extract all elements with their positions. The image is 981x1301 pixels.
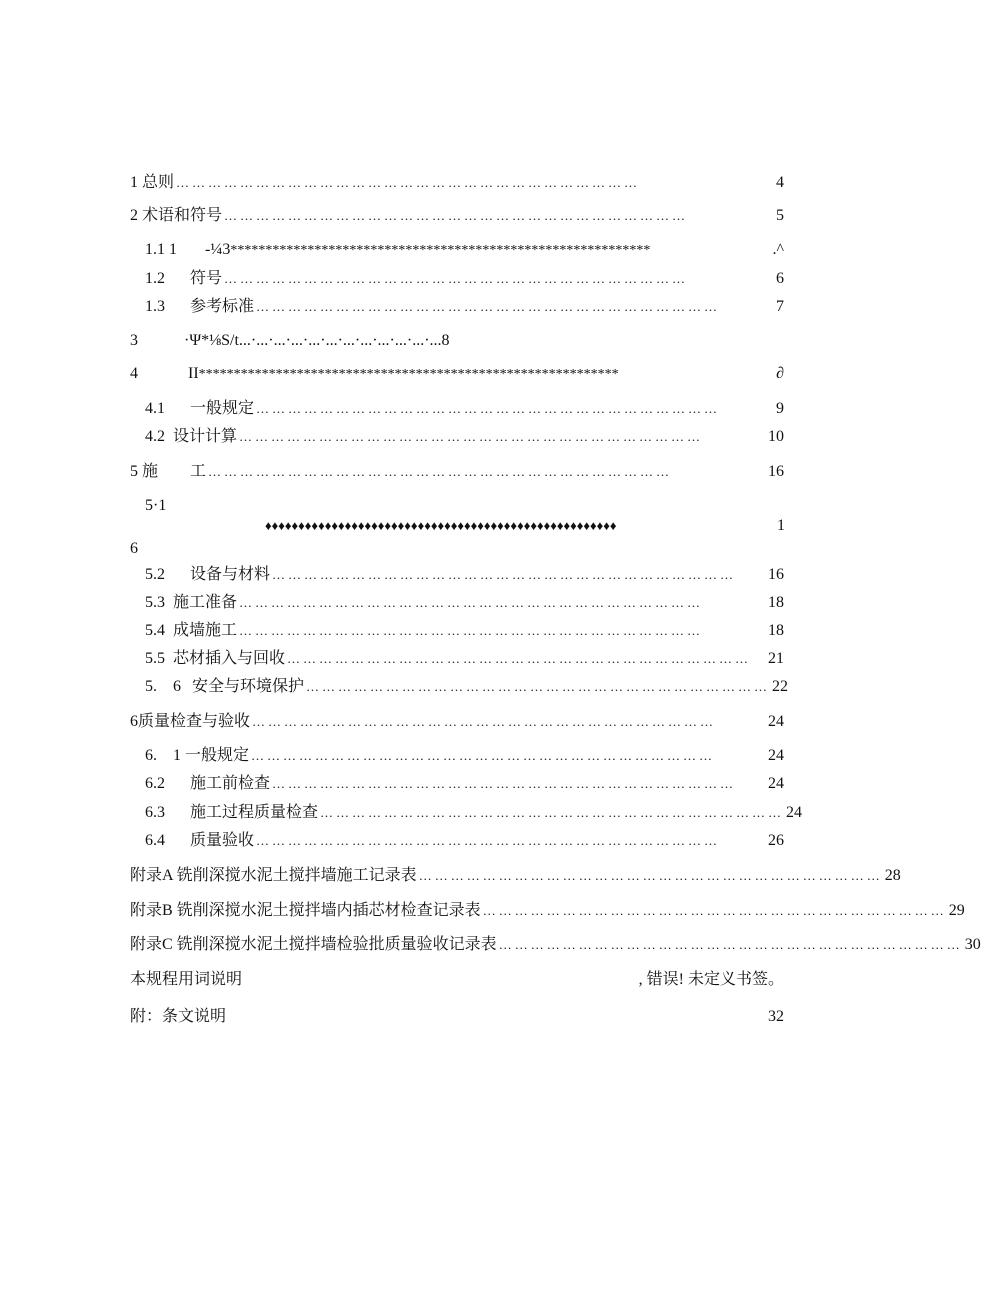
- toc-title: 质量验收: [190, 832, 255, 849]
- toc-page: 28: [884, 867, 901, 884]
- toc-page: 18: [768, 594, 784, 611]
- toc-title: 本规程用词说明: [130, 971, 243, 988]
- toc-number: 5: [130, 463, 138, 480]
- toc-page: 24: [768, 747, 784, 764]
- toc-leader: ……………………………………………………………………………: [239, 595, 704, 610]
- toc-page: 16: [768, 566, 784, 583]
- toc-entry-continuation: [130, 537, 784, 561]
- toc-number: 6.3: [145, 804, 165, 821]
- toc-page: 4: [776, 174, 784, 191]
- toc-number: 1.2: [145, 270, 165, 287]
- toc-title: 参考标准: [190, 298, 255, 315]
- toc-page: 6: [130, 540, 138, 557]
- toc-title: 芯材插入与回收: [173, 650, 286, 667]
- toc-title: 成墙施工: [173, 622, 238, 639]
- toc-number: 4.2: [145, 428, 165, 445]
- toc-page: 9: [776, 400, 784, 417]
- toc-entry[interactable]: [130, 329, 784, 353]
- toc-entry[interactable]: [145, 647, 784, 671]
- toc-leader: ************************************************************: [198, 367, 619, 382]
- toc-entry[interactable]: [145, 295, 784, 319]
- toc-entry[interactable]: [145, 675, 789, 699]
- toc-page: 1: [777, 517, 785, 534]
- toc-number: 1.3: [145, 298, 165, 315]
- toc-number: 5. 6: [145, 678, 182, 695]
- toc-page: 5: [776, 207, 784, 224]
- toc-page: 16: [768, 463, 784, 480]
- toc-entry[interactable]: [130, 204, 784, 228]
- toc-entry[interactable]: [130, 864, 901, 888]
- toc-entry[interactable]: [145, 619, 784, 643]
- toc-entry[interactable]: [145, 267, 784, 291]
- toc-entry[interactable]: [145, 591, 784, 615]
- toc-leader: ……………………………………………………………………………: [224, 208, 689, 223]
- toc-entry[interactable]: [130, 933, 981, 957]
- toc-title: -¼3: [205, 241, 231, 258]
- toc-entry[interactable]: [145, 829, 784, 853]
- toc-title: 附录B 铣削深搅水泥土搅拌墙内插芯材检查记录表: [130, 902, 481, 919]
- toc-entry[interactable]: [145, 425, 784, 449]
- toc-title: II: [188, 365, 199, 382]
- toc-entry[interactable]: [130, 171, 784, 195]
- toc-leader: ……………………………………………………………………………: [256, 299, 721, 314]
- toc-leader: ……………………………………………………………………………: [306, 679, 771, 694]
- toc-leader: ……………………………………………………………………………: [224, 271, 689, 286]
- toc-title: 设计计算: [173, 428, 238, 445]
- toc-leader: ************************************************************: [230, 243, 651, 258]
- toc-entry[interactable]: [145, 772, 784, 796]
- toc-number: 2: [130, 207, 138, 224]
- toc-number: 4: [130, 365, 138, 382]
- toc-leader: ……………………………………………………………………………: [256, 833, 721, 848]
- toc-title: 附录C 铣削深搅水泥土搅拌墙检验批质量验收记录表: [130, 936, 497, 953]
- toc-entry[interactable]: [145, 238, 784, 262]
- toc-title: 施工前检查: [190, 775, 271, 792]
- toc-page: 32: [768, 1008, 784, 1025]
- toc-number: 4.1: [145, 400, 165, 417]
- toc-title: 符号: [190, 270, 223, 287]
- toc-page: 22: [772, 678, 789, 695]
- toc-page: 24: [786, 804, 803, 821]
- toc-leader: ♦♦♦♦♦♦♦♦♦♦♦♦♦♦♦♦♦♦♦♦♦♦♦♦♦♦♦♦♦♦♦♦♦♦♦♦♦♦♦♦♦♦♦♦♦♦♦♦♦♦♦♦♦: [265, 518, 617, 533]
- toc-number: 6. 1: [145, 747, 182, 764]
- toc-entry-continuation[interactable]: [265, 514, 785, 538]
- toc-entry[interactable]: [130, 899, 965, 923]
- toc-entry[interactable]: [145, 801, 803, 825]
- toc-leader: ……………………………………………………………………………: [176, 175, 641, 190]
- toc-leader: ……………………………………………………………………………: [272, 567, 737, 582]
- toc-leader: ……………………………………………………………………………: [239, 429, 704, 444]
- toc-title: ·Ψ*⅛S/t...·...·...·...·...·...·...·...·...·...·...·...8: [184, 332, 450, 349]
- toc-page: 7: [776, 298, 784, 315]
- toc-entry[interactable]: [130, 460, 784, 484]
- toc-title: 施工准备: [173, 594, 238, 611]
- toc-leader: ……………………………………………………………………………: [251, 748, 716, 763]
- toc-number: 5.4: [145, 622, 165, 639]
- toc-entry[interactable]: [130, 710, 784, 734]
- toc-title: 一般规定: [190, 400, 255, 417]
- toc-number: 6.4: [145, 832, 165, 849]
- toc-number: 5.5: [145, 650, 165, 667]
- toc-title: 施 工: [142, 463, 207, 480]
- toc-leader: ……………………………………………………………………………: [287, 651, 752, 666]
- toc-page: 26: [768, 832, 784, 849]
- toc-entry[interactable]: [130, 1005, 784, 1029]
- toc-leader: ……………………………………………………………………………: [320, 805, 785, 820]
- toc-leader: ……………………………………………………………………………: [256, 401, 721, 416]
- toc-page: 29: [948, 902, 965, 919]
- toc-title: 附：条文说明: [130, 1008, 227, 1025]
- toc-title: 术语和符号: [142, 207, 223, 224]
- toc-number: 1: [130, 174, 138, 191]
- toc-leader: ……………………………………………………………………………: [252, 714, 717, 729]
- toc-title: 施工过程质量检查: [190, 804, 319, 821]
- toc-title: 质量检查与验收: [138, 713, 251, 730]
- toc-title: 安全与环境保护: [192, 678, 305, 695]
- toc-title: 附录A 铣削深搅水泥土搅拌墙施工记录表: [130, 867, 417, 884]
- toc-page: 18: [768, 622, 784, 639]
- toc-title: 一般规定: [185, 747, 250, 764]
- toc-entry[interactable]: [130, 968, 784, 992]
- toc-number: 6.2: [145, 775, 165, 792]
- toc-number: 5·1: [145, 497, 167, 514]
- toc-page: 30: [964, 936, 981, 953]
- toc-number: 5.2: [145, 566, 165, 583]
- toc-page: .^: [772, 241, 784, 258]
- toc-page: 24: [768, 775, 784, 792]
- toc-entry[interactable]: [145, 563, 784, 587]
- toc-page-error: , 错误! 未定义书签。: [638, 971, 784, 988]
- toc-leader: ……………………………………………………………………………: [482, 903, 947, 918]
- toc-number: 3: [130, 332, 138, 349]
- toc-page: ∂: [776, 365, 784, 382]
- toc-leader: ……………………………………………………………………………: [498, 937, 963, 952]
- toc-leader: ……………………………………………………………………………: [418, 868, 883, 883]
- toc-number: 6: [130, 713, 138, 730]
- toc-number: 1.1 1: [145, 241, 177, 258]
- toc-page: 10: [768, 428, 784, 445]
- toc-number: 5.3: [145, 594, 165, 611]
- toc-leader: ……………………………………………………………………………: [208, 464, 673, 479]
- toc-title: 设备与材料: [190, 566, 271, 583]
- toc-page: 21: [768, 650, 784, 667]
- toc-leader: ……………………………………………………………………………: [272, 776, 737, 791]
- toc-leader: ……………………………………………………………………………: [239, 623, 704, 638]
- toc-entry[interactable]: [145, 397, 784, 421]
- toc-entry[interactable]: [130, 362, 784, 386]
- toc-page: 6: [776, 270, 784, 287]
- toc-page: 24: [768, 713, 784, 730]
- toc-entry[interactable]: [145, 744, 784, 768]
- toc-title: 总则: [142, 174, 175, 191]
